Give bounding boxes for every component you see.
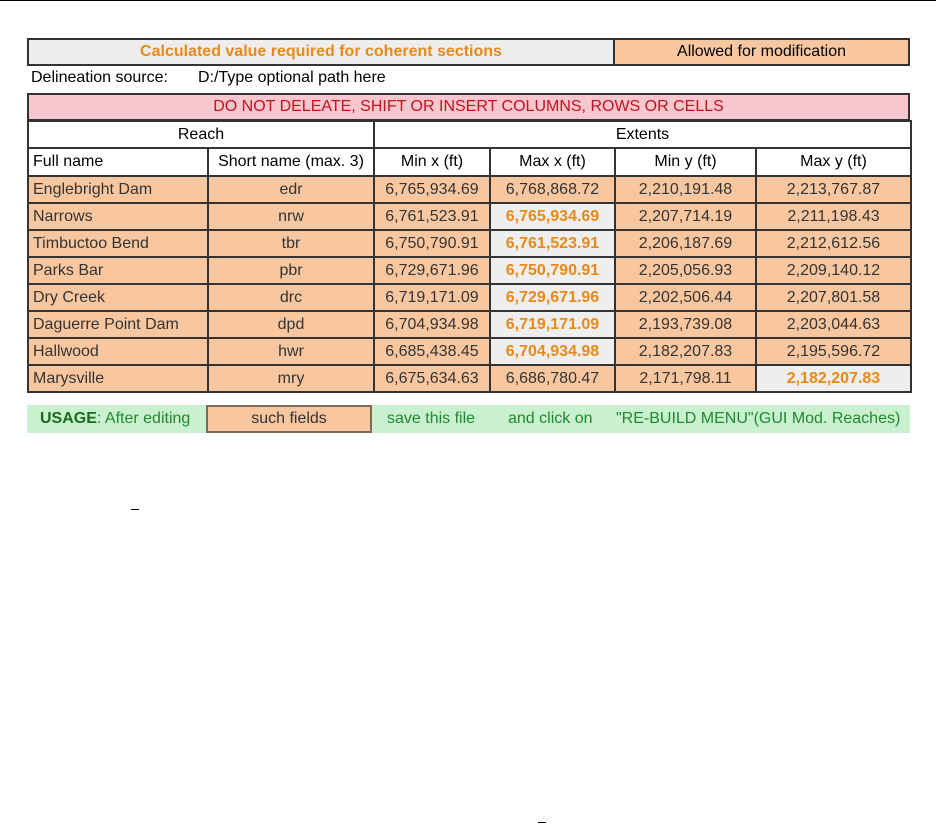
header-max-x: Max x (ft) <box>490 148 615 176</box>
cell-max-x[interactable]: 6,768,868.72 <box>490 176 615 203</box>
reaches-table <box>27 120 912 393</box>
usage-save: save this file <box>387 410 476 427</box>
cell-min-x[interactable]: 6,685,438.45 <box>374 338 490 365</box>
header-min-x: Min x (ft) <box>374 148 490 176</box>
cell-short[interactable]: edr <box>208 176 374 203</box>
header-min-y: Min y (ft) <box>615 148 756 176</box>
cell-min-y[interactable]: 2,205,056.93 <box>615 257 756 284</box>
cell-short[interactable]: hwr <box>208 338 374 365</box>
cell-min-y[interactable]: 2,207,714.19 <box>615 203 756 230</box>
cell-max-y[interactable]: 2,203,044.63 <box>756 311 911 338</box>
cell-short[interactable]: dpd <box>208 311 374 338</box>
cell-full[interactable]: Marysville <box>28 365 208 392</box>
header-full-name: Full name <box>28 148 208 176</box>
cell-max-x[interactable]: 6,686,780.47 <box>490 365 615 392</box>
cell-min-y[interactable]: 2,202,506.44 <box>615 284 756 311</box>
cell-min-x[interactable]: 6,750,790.91 <box>374 230 490 257</box>
cell-min-x[interactable]: 6,719,171.09 <box>374 284 490 311</box>
table-row <box>28 284 911 311</box>
cell-max-y[interactable]: 2,207,801.58 <box>756 284 911 311</box>
table-row <box>28 365 911 392</box>
cell-min-y[interactable]: 2,182,207.83 <box>615 338 756 365</box>
header-reach: Reach <box>28 121 374 148</box>
cell-min-y[interactable]: 2,193,739.08 <box>615 311 756 338</box>
cell-max-y[interactable]: 2,195,596.72 <box>756 338 911 365</box>
cell-min-x[interactable]: 6,675,634.63 <box>374 365 490 392</box>
cell-max-x: 6,704,934.98 <box>490 338 615 365</box>
cell-short[interactable]: drc <box>208 284 374 311</box>
cell-max-x: 6,750,790.91 <box>490 257 615 284</box>
table-row <box>28 230 911 257</box>
cell-short[interactable]: nrw <box>208 203 374 230</box>
usage-instruction-rest <box>372 405 910 433</box>
table-row <box>28 311 911 338</box>
table-body <box>28 176 911 392</box>
usage-after-editing: : After editing <box>96 410 191 427</box>
header-short-name: Short name (max. 3) <box>208 148 374 176</box>
usage-fields-sample: such fields <box>206 405 372 433</box>
cell-max-x: 6,765,934.69 <box>490 203 615 230</box>
cell-max-x: 6,729,671.96 <box>490 284 615 311</box>
usage-label: USAGE <box>40 410 97 427</box>
cell-full[interactable]: Narrows <box>28 203 208 230</box>
cell-min-y[interactable]: 2,206,187.69 <box>615 230 756 257</box>
delineation-path-field[interactable]: D:/Type optional path here <box>198 69 386 86</box>
cell-full[interactable]: Parks Bar <box>28 257 208 284</box>
cell-full[interactable]: Englebright Dam <box>28 176 208 203</box>
cell-max-y[interactable]: 2,213,767.87 <box>756 176 911 203</box>
top-border-line <box>0 0 936 1</box>
cell-full[interactable]: Daguerre Point Dam <box>28 311 208 338</box>
cell-short[interactable]: tbr <box>208 230 374 257</box>
cell-short[interactable]: mry <box>208 365 374 392</box>
cell-min-x[interactable]: 6,704,934.98 <box>374 311 490 338</box>
delineation-label: Delineation source: <box>31 69 168 86</box>
legend-allowed: Allowed for modification <box>613 38 910 66</box>
table-row <box>28 338 911 365</box>
usage-rebuild: "RE-BUILD MENU"(GUI Mod. Reaches) <box>616 410 901 427</box>
cell-min-y[interactable]: 2,210,191.48 <box>615 176 756 203</box>
header-extents: Extents <box>374 121 911 148</box>
cell-min-x[interactable]: 6,765,934.69 <box>374 176 490 203</box>
table-row <box>28 203 911 230</box>
cell-max-x: 6,719,171.09 <box>490 311 615 338</box>
table-row <box>28 257 911 284</box>
table-row <box>28 176 911 203</box>
cell-max-y: 2,182,207.83 <box>756 365 911 392</box>
cell-short[interactable]: pbr <box>208 257 374 284</box>
header-max-y: Max y (ft) <box>756 148 911 176</box>
cell-full[interactable]: Timbuctoo Bend <box>28 230 208 257</box>
cell-max-y[interactable]: 2,209,140.12 <box>756 257 911 284</box>
usage-instruction <box>27 405 206 433</box>
cell-full[interactable]: Hallwood <box>28 338 208 365</box>
cell-full[interactable]: Dry Creek <box>28 284 208 311</box>
page-marker-2 <box>538 822 546 823</box>
usage-click: and click on <box>508 410 593 427</box>
page-marker-1 <box>131 509 139 510</box>
cell-min-y[interactable]: 2,171,798.11 <box>615 365 756 392</box>
cell-max-y[interactable]: 2,212,612.56 <box>756 230 911 257</box>
cell-max-x: 6,761,523.91 <box>490 230 615 257</box>
cell-min-x[interactable]: 6,729,671.96 <box>374 257 490 284</box>
warning-banner: DO NOT DELEATE, SHIFT OR INSERT COLUMNS, ROWS OR CELLS <box>27 93 910 121</box>
cell-max-y[interactable]: 2,211,198.43 <box>756 203 911 230</box>
cell-min-x[interactable]: 6,761,523.91 <box>374 203 490 230</box>
legend-calculated: Calculated value required for coherent sections <box>27 38 615 66</box>
